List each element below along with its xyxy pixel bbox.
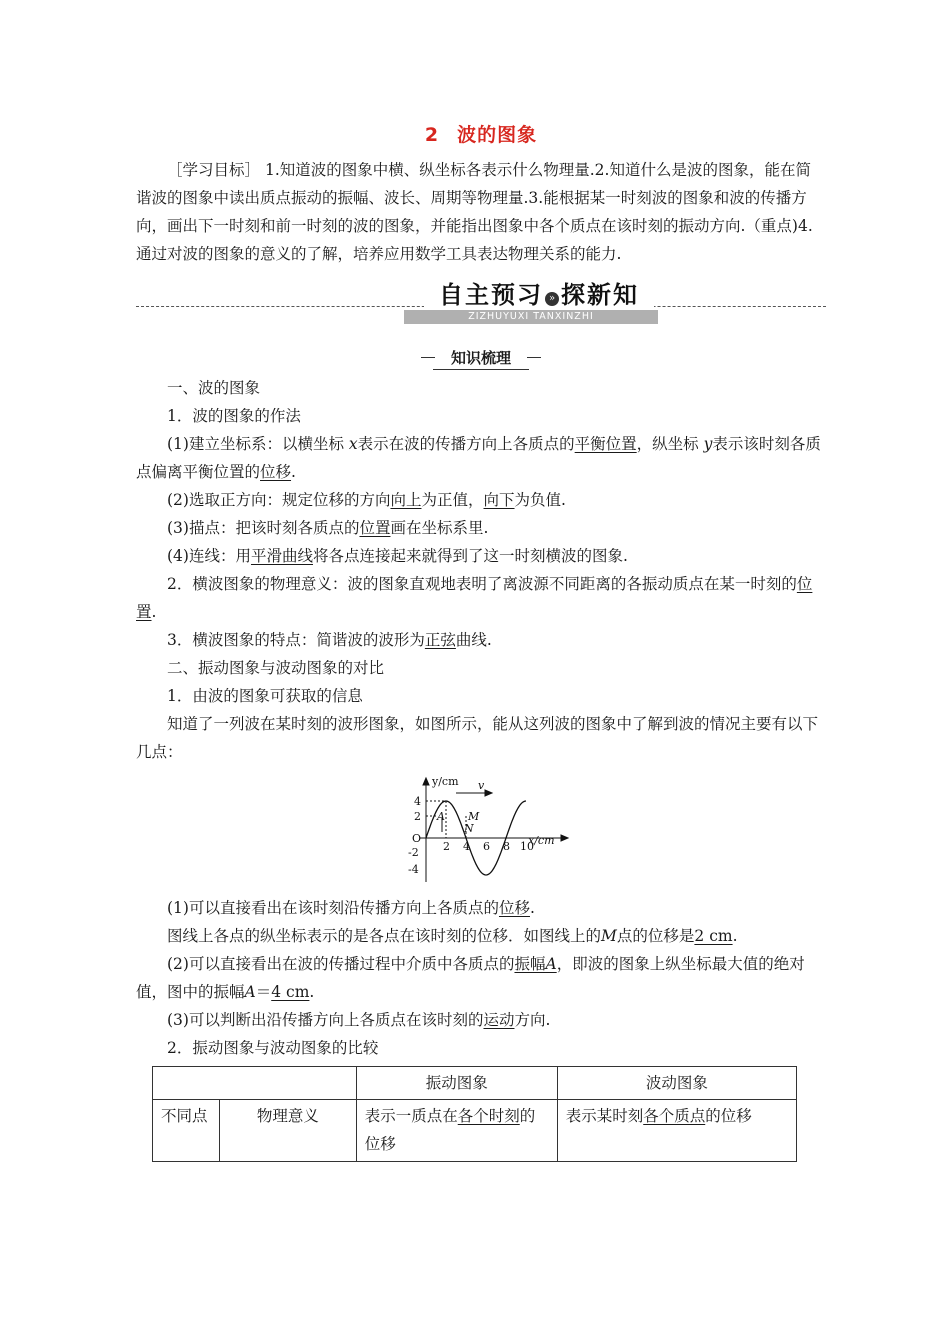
text-run: 振幅 bbox=[514, 955, 546, 973]
table-row bbox=[153, 1100, 797, 1162]
table-cell-wave bbox=[557, 1100, 796, 1162]
part2-item1 bbox=[136, 894, 826, 922]
text-run: (1)建立坐标系：以横坐标 bbox=[167, 435, 349, 453]
part2-sub1: 1．由波的图象可获取的信息 bbox=[167, 687, 363, 705]
table-cell-attr: 物理意义 bbox=[220, 1100, 357, 1162]
wave-figure bbox=[136, 772, 826, 890]
x-tick-label: 10 bbox=[520, 840, 534, 853]
text-run: 为负值. bbox=[514, 491, 566, 509]
text-run: . bbox=[732, 927, 738, 945]
answer-blank: 向下 bbox=[483, 491, 515, 509]
answer-blank: 位移 bbox=[260, 463, 292, 481]
answer-blank: 向上 bbox=[390, 491, 422, 509]
answer-blank: 正弦 bbox=[424, 631, 456, 649]
part2-sub2: 2．振动图象与波动图象的比较 bbox=[167, 1039, 379, 1057]
table-cell-group: 不同点 bbox=[153, 1100, 220, 1162]
text-run: (3)描点：把该时刻各质点的 bbox=[167, 519, 360, 537]
part2-item2 bbox=[136, 950, 826, 1006]
x-tick-label: 6 bbox=[483, 840, 490, 853]
y-axis-arrowhead bbox=[423, 778, 429, 785]
text-run: 曲线. bbox=[455, 631, 492, 649]
x-axis-label: x/cm bbox=[528, 834, 555, 847]
text-run: . bbox=[529, 899, 535, 917]
knowledge-label bbox=[136, 344, 826, 368]
part2-intro: 知道了一列波在某时刻的波形图象，如图所示，能从这列波的图象中了解到波的情况主要有以下几点： bbox=[136, 715, 819, 761]
objectives-text: 1.知道波的图象中横、纵坐标各表示什么物理量.2.知道什么是波的图象，能在简谐波的图象中读出质点振动的振幅、波长、周期等物理量.3.能根据某一时刻波的图象和波的传播方向，画出下一时刻和前一时刻的波的图象，并能指出图象中各个质点在该时刻的振动方向.（重点)4.通过对波的图象的意义的了解，培养应用数学工具表达物理关系的能力. bbox=[136, 161, 813, 263]
objectives-tag: ［学习目标］ bbox=[167, 161, 261, 179]
x-tick-label: 2 bbox=[443, 840, 450, 853]
point-a-label: A bbox=[437, 810, 445, 823]
answer-blank: 各个质点 bbox=[643, 1107, 706, 1125]
text-run: 图线上各点的纵坐标表示的是各点在该时刻的位移．如图线上的 bbox=[167, 927, 602, 945]
text-run: 画在坐标系里. bbox=[390, 519, 489, 537]
x-axis-arrowhead bbox=[561, 835, 568, 841]
banner-pinyin: ZIZHUYUXI TANXINZHI bbox=[404, 310, 658, 324]
text-run: 为正值， bbox=[421, 491, 484, 509]
text-run: (2)选取正方向：规定位移的方向 bbox=[167, 491, 391, 509]
text-run: . bbox=[291, 463, 296, 481]
text-run: 表示一质点在 bbox=[364, 1107, 458, 1125]
point-m-label: M bbox=[468, 810, 480, 823]
part1-sub3 bbox=[136, 626, 826, 654]
y-tick-label: 2 bbox=[414, 810, 421, 823]
var-x: x bbox=[348, 435, 358, 453]
part1-step2 bbox=[136, 486, 826, 514]
title-number: 2 bbox=[424, 124, 440, 146]
table-header-cell: 振动图象 bbox=[356, 1067, 557, 1100]
answer-blank: 平衡位置 bbox=[574, 435, 637, 453]
part2-heading: 二、振动图象与波动图象的对比 bbox=[167, 659, 385, 677]
var-a: A bbox=[244, 983, 256, 1001]
learning-objectives bbox=[136, 156, 826, 268]
text-run: 的位移 bbox=[705, 1107, 752, 1125]
text-run: 方向. bbox=[514, 1011, 551, 1029]
var-y: y bbox=[703, 435, 713, 453]
table-header-row bbox=[153, 1067, 797, 1100]
answer-blank: 2 cm bbox=[694, 927, 733, 945]
banner-left-text: 自主预习 bbox=[439, 281, 543, 309]
answer-blank: 平滑曲线 bbox=[250, 547, 313, 565]
part1-sub1: 1．波的图象的作法 bbox=[167, 407, 301, 425]
text-run: (4)连线：用 bbox=[167, 547, 251, 565]
chevron-right-icon: » bbox=[545, 292, 559, 306]
answer-blank: 运动 bbox=[483, 1011, 515, 1029]
answer-blank: 位置 bbox=[359, 519, 391, 537]
banner-right-text: 探新知 bbox=[561, 281, 639, 309]
text-run: (2)可以直接看出在波的传播过程中介质中各质点的 bbox=[167, 955, 515, 973]
text-run: 2．横波图象的物理意义：波的图象直观地表明了离波源不同距离的各振动质点在某一时刻的 bbox=[167, 575, 797, 593]
table-header-cell: 波动图象 bbox=[557, 1067, 796, 1100]
part1-step3 bbox=[136, 514, 826, 542]
var-a: A bbox=[545, 955, 557, 973]
velocity-label: v bbox=[478, 779, 485, 792]
section-banner bbox=[136, 280, 826, 330]
wave-graph bbox=[382, 772, 582, 890]
velocity-arrowhead bbox=[485, 790, 492, 796]
text-run: . bbox=[151, 603, 157, 621]
title-text: 波的图象 bbox=[457, 124, 538, 146]
text-run: ＝ bbox=[255, 983, 272, 1001]
answer-blank: 4 cm bbox=[271, 983, 310, 1001]
x-tick-label: 4 bbox=[463, 840, 470, 853]
text-run: 将各点连接起来就得到了这一时刻横波的图象. bbox=[312, 547, 628, 565]
table-cell-vibration bbox=[356, 1100, 557, 1162]
text-run: 点的位移是 bbox=[616, 927, 695, 945]
var-m: M bbox=[601, 927, 617, 945]
comparison-table bbox=[152, 1066, 797, 1162]
part2-item3 bbox=[136, 1006, 826, 1034]
answer-blank: 各个时刻 bbox=[457, 1107, 520, 1125]
text-run: (1)可以直接看出在该时刻沿传播方向上各质点的 bbox=[167, 899, 499, 917]
part2-item1-note bbox=[136, 922, 826, 950]
x-tick-label: 8 bbox=[503, 840, 510, 853]
origin-label: O bbox=[412, 832, 422, 845]
text-run: (3)可以判断出沿传播方向上各质点在该时刻的 bbox=[167, 1011, 484, 1029]
y-tick-label: 4 bbox=[414, 795, 421, 808]
part1-step1 bbox=[136, 430, 826, 486]
text-run: ，即波的图象上纵坐标最大值的绝对值，图中的振幅 bbox=[136, 955, 805, 1001]
part1-step4 bbox=[136, 542, 826, 570]
text-run: 表示该时刻各质点偏离平衡位置的 bbox=[136, 435, 821, 481]
y-tick-label: -2 bbox=[408, 846, 419, 859]
text-run: 表示在波的传播方向上各质点的 bbox=[357, 435, 575, 453]
text-run: . bbox=[309, 983, 315, 1001]
part1-heading: 一、波的图象 bbox=[167, 379, 261, 397]
table-header-cell bbox=[153, 1067, 357, 1100]
text-run: 的位移 bbox=[364, 1107, 536, 1153]
document-page bbox=[136, 118, 826, 1162]
page-title bbox=[136, 118, 826, 152]
text-run: 3．横波图象的特点：简谐波的波形为 bbox=[167, 631, 425, 649]
knowledge-label-text: 知识梳理 bbox=[433, 347, 529, 370]
y-tick-label: -4 bbox=[408, 863, 419, 876]
answer-blank: 位移 bbox=[498, 899, 530, 917]
answer-blank: 位置 bbox=[136, 575, 813, 621]
text-run: 表示某时刻 bbox=[565, 1107, 644, 1125]
part1-sub2 bbox=[136, 570, 826, 626]
y-axis-label: y/cm bbox=[432, 775, 459, 788]
point-n-label: N bbox=[464, 822, 474, 835]
text-run: ，纵坐标 bbox=[636, 435, 704, 453]
answer-blank bbox=[514, 955, 556, 973]
